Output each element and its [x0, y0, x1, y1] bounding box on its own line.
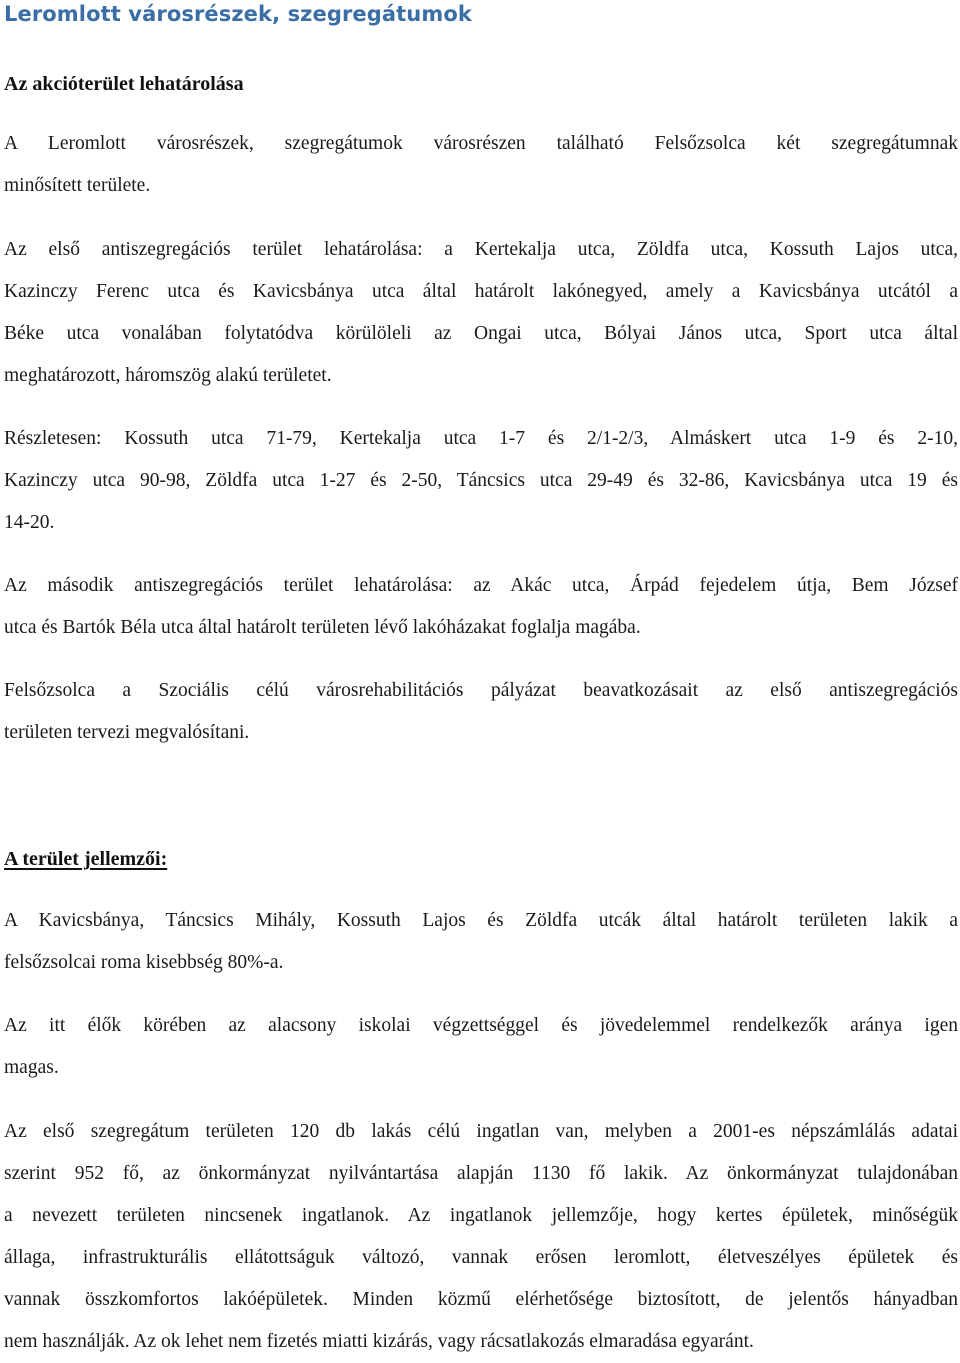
paragraph-line: utca és Bartók Béla utca által határolt területen lévő lakóházakat foglalja magába. — [4, 617, 641, 638]
paragraph-first-area — [4, 229, 958, 397]
paragraph-line: nem használják. Az ok lehet nem fizetés miatti kizárás, vagy rácsatlakozás elmaradása egyaránt. — [4, 1331, 754, 1352]
paragraph-line: területen tervezi megvalósítani. — [4, 722, 250, 743]
paragraph-line: Részletesen: Kossuth utca 71-79, Kertekalja utca 1-7 és 2/1-2/3, Almáskert utca 1-9 és 2-10, — [4, 428, 958, 449]
paragraph-line: magas. — [4, 1057, 59, 1078]
section-heading-characteristics: A terület jellemzői: — [4, 848, 168, 870]
paragraph-line: Kazinczy Ferenc utca és Kavicsbánya utca által határolt lakónegyed, amely a Kavicsbánya utcától a — [4, 281, 958, 302]
paragraph-intro — [4, 123, 958, 207]
paragraph-line: állaga, infrastrukturális ellátottságuk változó, vannak erősen leromlott, életveszélyes épületek és — [4, 1247, 958, 1268]
paragraph-line: Az első antiszegregációs terület lehatárolása: a Kertekalja utca, Zöldfa utca, Kossuth Lajos utca, — [4, 239, 958, 260]
paragraph-line: szerint 952 fő, az önkormányzat nyilvántartása alapján 1130 fő lakik. Az önkormányzat tulajdonában — [4, 1163, 958, 1184]
paragraph-population — [4, 900, 958, 984]
paragraph-line: vannak összkomfortos lakóépületek. Minden közmű elérhetősége biztosított, de jelentős hányadban — [4, 1289, 958, 1310]
paragraph-line: Kazinczy utca 90-98, Zöldfa utca 1-27 és 2-50, Táncsics utca 29-49 és 32-86, Kavicsbánya utca 19 és — [4, 470, 958, 491]
paragraph-plan — [4, 670, 958, 754]
paragraph-education — [4, 1005, 958, 1089]
paragraph-line: meghatározott, háromszög alakú területet. — [4, 365, 332, 386]
paragraph-line: Béke utca vonalában folytatódva körülöleli az Ongai utca, Bólyai János utca, Sport utca által — [4, 323, 958, 344]
paragraph-line: 14-20. — [4, 512, 55, 533]
paragraph-housing — [4, 1111, 958, 1363]
paragraph-line: Az itt élők körében az alacsony iskolai végzettséggel és jövedelemmel rendelkezők aránya igen — [4, 1015, 958, 1036]
paragraph-line: felsőzsolcai roma kisebbség 80%-a. — [4, 952, 284, 973]
paragraph-line: Felsőzsolca a Szociális célú városrehabilitációs pályázat beavatkozásait az első antiszegregációs — [4, 680, 958, 701]
section-heading-action-area: Az akcióterület lehatárolása — [4, 73, 244, 95]
paragraph-second-area — [4, 565, 958, 649]
paragraph-line: A Kavicsbánya, Táncsics Mihály, Kossuth Lajos és Zöldfa utcák által határolt területen lakik a — [4, 910, 958, 931]
paragraph-line: A Leromlott városrészek, szegregátumok városrészen található Felsőzsolca két szegregátumnak — [4, 133, 958, 154]
paragraph-details — [4, 418, 958, 544]
paragraph-line: Az második antiszegregációs terület lehatárolása: az Akác utca, Árpád fejedelem útja, Bem József — [4, 575, 958, 596]
document-title: Leromlott városrészek, szegregátumok — [4, 2, 472, 26]
paragraph-line: a nevezett területen nincsenek ingatlanok. Az ingatlanok jellemzője, hogy kertes épületek, minőségük — [4, 1205, 958, 1226]
paragraph-line: Az első szegregátum területen 120 db lakás célú ingatlan van, melyben a 2001-es népszámlálás adatai — [4, 1121, 958, 1142]
paragraph-line: minősített területe. — [4, 175, 151, 196]
